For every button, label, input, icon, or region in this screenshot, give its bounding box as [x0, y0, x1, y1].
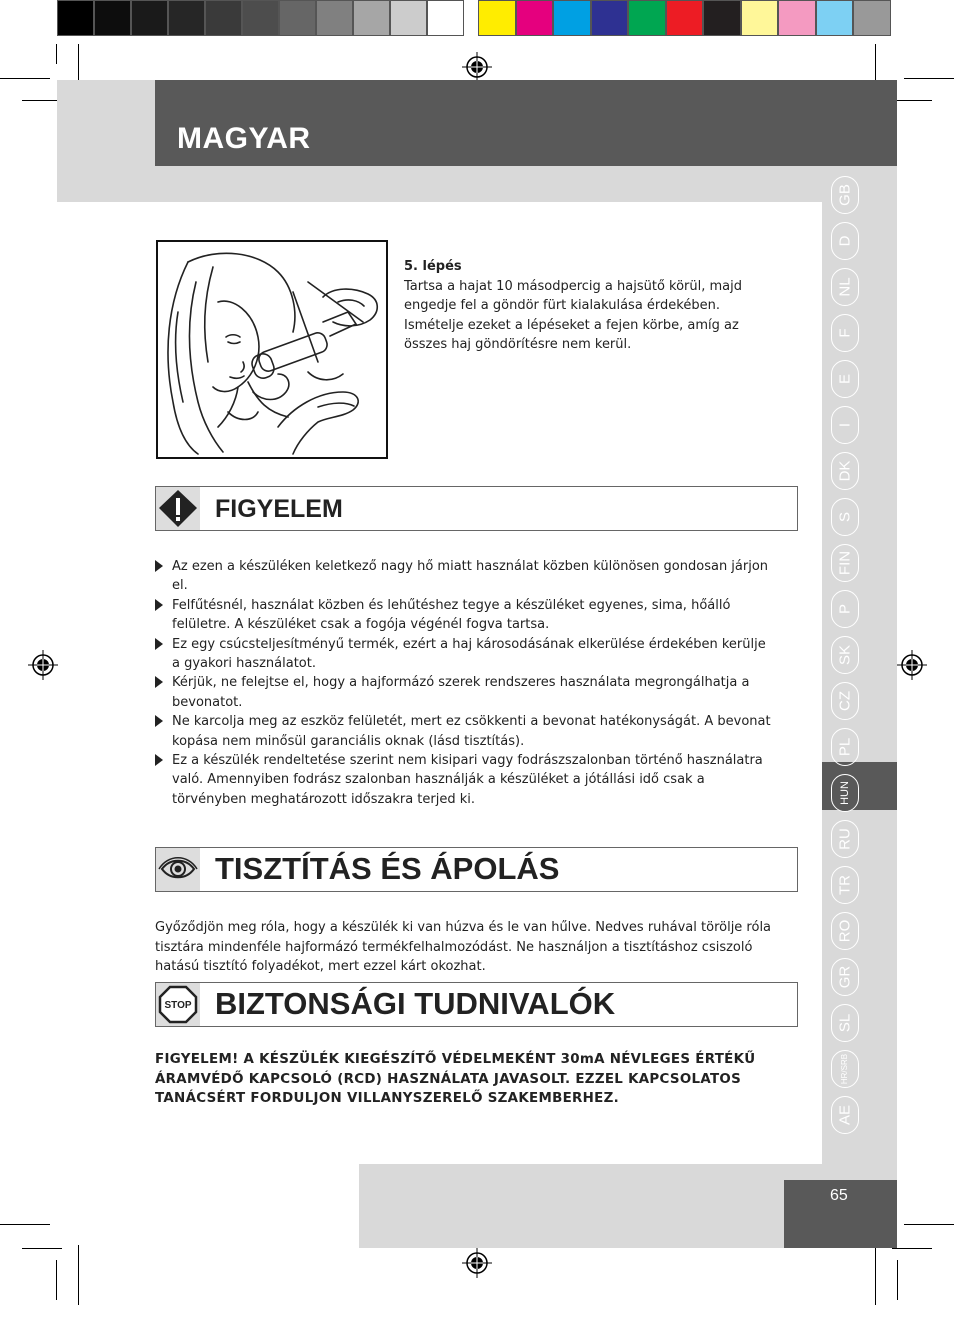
warning-icon-box — [156, 487, 200, 530]
registration-mark-icon — [462, 52, 492, 82]
language-tab-label: HUN — [839, 781, 851, 805]
safety-section-header — [155, 982, 798, 1027]
color-swatch — [628, 0, 666, 36]
list-item: Ne karcolja meg az eszköz felületét, mert ez csökkenti a bevonat hatékonyságát. A bevonat kopása nem minősül garanciális oknak (lásd tisztítás). — [155, 712, 775, 751]
bullet-arrow-icon — [155, 715, 163, 727]
safety-warning-text: FIGYELEM! A KÉSZÜLÉK KIEGÉSZÍTŐ VÉDELMEKÉNT 30mA NÉVLEGES ÉRTÉKŰ ÁRAMVÉDŐ KAPCSOLÓ (RCD) HASZNÁLATA JAVASOLT. EZZEL KAPCSOLATOS TANÁCSÉRT FORDULJON VILLANYSZERELŐ SZAKEMBERHEZ. — [155, 1052, 756, 1106]
language-tab-i[interactable] — [831, 406, 859, 444]
color-swatch — [816, 0, 854, 36]
language-tab-p[interactable] — [831, 590, 859, 628]
color-swatch — [741, 0, 779, 36]
language-tab-sl[interactable] — [831, 1004, 859, 1042]
language-tab-label: S — [836, 511, 854, 523]
language-tab-e[interactable] — [831, 360, 859, 398]
language-tab-pl[interactable] — [831, 728, 859, 766]
registration-mark-icon — [28, 650, 58, 680]
bullet-arrow-icon — [155, 638, 163, 650]
language-tab-label: HR/SRB — [840, 1053, 849, 1085]
color-swatch — [666, 0, 704, 36]
page-title: MAGYAR — [177, 122, 311, 155]
language-tab-nl[interactable] — [831, 268, 859, 306]
language-tab-fin[interactable] — [831, 544, 859, 582]
gray-swatch — [353, 0, 390, 36]
bullet-arrow-icon — [155, 754, 163, 766]
language-tab-hun[interactable] — [831, 774, 859, 812]
title-bar — [155, 80, 897, 166]
language-tab-hr-srb[interactable] — [831, 1050, 859, 1088]
language-tab-gb[interactable] — [831, 176, 859, 214]
gray-swatch — [316, 0, 353, 36]
color-swatch — [778, 0, 816, 36]
language-tab-cz[interactable] — [831, 682, 859, 720]
warning-section-title: FIGYELEM — [215, 495, 343, 523]
language-tab-label: P — [836, 603, 854, 615]
list-item: Ez a készülék rendeltetése szerint nem kisipari vagy fodrászszalonban történő használatra való. Amennyiben fodrász szalonban használják a készüléket a jótállási idő csak a törvényben meghatározott időszakra terjed ki. — [155, 751, 775, 809]
language-tab-label: RU — [836, 828, 854, 850]
language-tab-sk[interactable] — [831, 636, 859, 674]
curling-illustration — [156, 240, 388, 459]
care-paragraph: Győződjön meg róla, hogy a készülék ki van húzva és le van hűlve. Nedves ruhával törölje róla tisztára mindenféle hajformázó termékfelhalmozódást. Ne használjon a tisztításhoz csiszoló hatású tisztító folyadékot, mert ezzel kárt okozhat. — [155, 920, 772, 974]
color-swatch — [703, 0, 741, 36]
language-tab-tr[interactable] — [831, 866, 859, 904]
step-text: Tartsa a hajat 10 másodpercig a hajsütő körül, majd engedje fel a göndör fürt kialakulása érdekében. Ismételje ezeket a lépéseket a fejen körbe, amíg az összes haj göndörítésre nem kerül. — [404, 278, 742, 352]
gray-swatch — [94, 0, 131, 36]
language-tab-ae[interactable] — [831, 1096, 859, 1134]
language-tab-label: GB — [836, 184, 854, 206]
language-tab-ru[interactable] — [831, 820, 859, 858]
registration-mark-icon — [462, 1248, 492, 1278]
language-tab-label: GR — [836, 965, 854, 989]
gray-swatch — [205, 0, 242, 36]
bullet-arrow-icon — [155, 599, 163, 611]
language-tab-label: DK — [836, 460, 854, 482]
page-number-box — [784, 1180, 897, 1248]
language-tab-dk[interactable] — [831, 452, 859, 490]
language-tab-label: TR — [836, 875, 854, 895]
care-section-title: TISZTÍTÁS ÉS ÁPOLÁS — [215, 851, 560, 886]
color-swatch — [516, 0, 554, 36]
color-swatch — [591, 0, 629, 36]
language-tab-label: RO — [836, 919, 854, 943]
language-tab-label: E — [836, 373, 854, 385]
bullet-arrow-icon — [155, 676, 163, 688]
gray-swatch — [427, 0, 464, 36]
eye-icon — [156, 848, 200, 891]
language-tab-label: I — [836, 422, 854, 428]
language-tab-label: D — [836, 235, 854, 247]
care-icon-box — [156, 848, 200, 891]
color-calibration-bar — [57, 0, 891, 38]
gray-swatch — [57, 0, 94, 36]
stop-icon — [156, 983, 200, 1026]
warning-bullet-list — [155, 557, 775, 809]
language-tab-label: AE — [836, 1104, 854, 1126]
gray-swatch — [242, 0, 279, 36]
page-number: 65 — [830, 1187, 848, 1204]
registration-mark-icon — [897, 650, 927, 680]
color-swatch — [553, 0, 591, 36]
swatch-gap — [464, 0, 478, 38]
language-tab-label: SL — [836, 1013, 854, 1033]
language-tab-label: PL — [836, 737, 854, 757]
language-tab-label: NL — [836, 277, 854, 297]
list-item: Felfűtésnél, használat közben és lehűtéshez tegye a készüléket egyenes, sima, hőálló felületre. A készüléket csak a fogója végénél fogva tartsa. — [155, 596, 775, 635]
language-tab-label: CZ — [836, 691, 854, 711]
list-item: Az ezen a készüléken keletkező nagy hő miatt használat közben különösen gondosan járjon el. — [155, 557, 775, 596]
gray-swatch — [131, 0, 168, 36]
exclamation-icon — [156, 487, 200, 530]
language-tab-f[interactable] — [831, 314, 859, 352]
list-item: Kérjük, ne felejtse el, hogy a hajformázó szerek rendszeres használata megrongálhatja a bevonatot. — [155, 673, 775, 712]
language-tab-label: SK — [836, 644, 854, 666]
woman-curling-hair-image — [158, 242, 386, 457]
gray-swatch — [390, 0, 427, 36]
color-swatch — [853, 0, 891, 36]
language-tab-label: FIN — [836, 550, 854, 576]
color-swatch — [478, 0, 516, 36]
language-tab-gr[interactable] — [831, 958, 859, 996]
stop-label: STOP — [164, 1000, 192, 1011]
bullet-arrow-icon — [155, 560, 163, 572]
safety-icon-box — [156, 983, 200, 1026]
gray-swatch — [168, 0, 205, 36]
language-tab-label: F — [836, 328, 854, 338]
step-description — [404, 257, 774, 355]
warning-section-header — [155, 486, 798, 531]
language-tab-s[interactable] — [831, 498, 859, 536]
gray-swatch — [279, 0, 316, 36]
safety-section-title: BIZTONSÁGI TUDNIVALÓK — [215, 986, 616, 1021]
list-item: Ez egy csúcsteljesítményű termék, ezért a haj károsodásának elkerülése érdekében kerülje a gyakori használatot. — [155, 635, 775, 674]
care-section-header — [155, 847, 798, 892]
language-tab-d[interactable] — [831, 222, 859, 260]
language-tab-ro[interactable] — [831, 912, 859, 950]
step-title: 5. lépés — [404, 259, 462, 274]
